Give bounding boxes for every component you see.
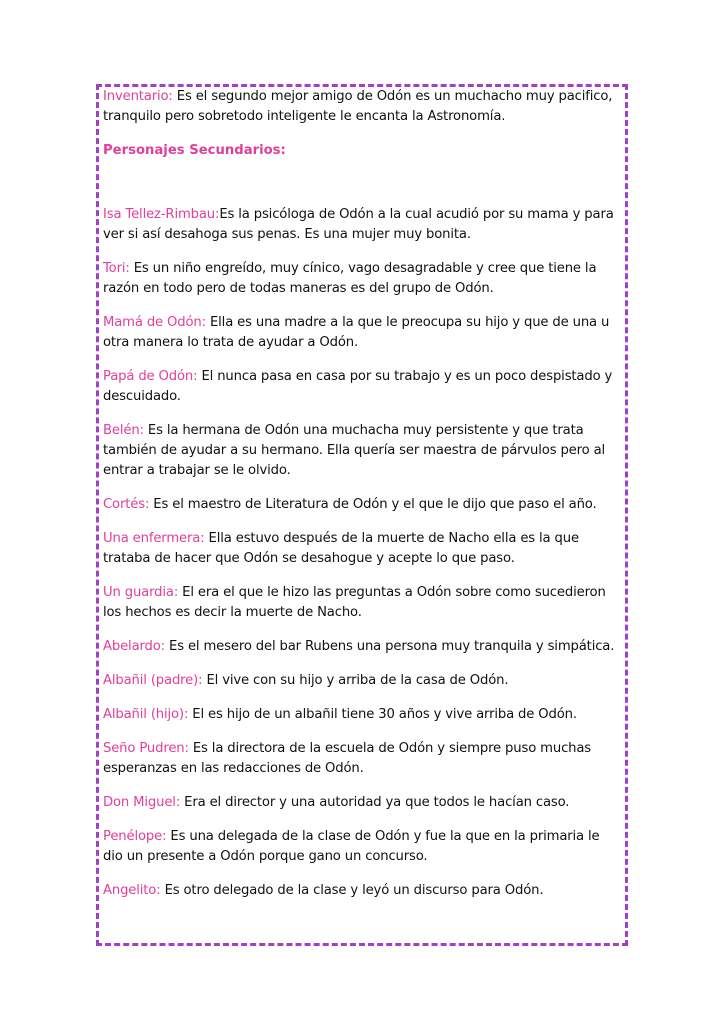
character-label: Seño Pudren: [103,741,189,756]
character-paragraph [103,881,623,901]
character-paragraph [103,313,623,353]
character-description: Ella es una madre a la que le preocupa su hijo y que de una u otra manera lo trata de ayudar a Odón. [103,315,610,350]
character-description: El es hijo de un albañil tiene 30 años y vive arriba de Odón. [188,707,577,722]
character-description: Es la psicóloga de Odón a la cual acudió por su mama y para ver si así desahoga sus penas. Es una mujer muy bonita. [103,207,614,242]
character-label: Inventario: [103,89,173,104]
character-label: Angelito: [103,883,161,898]
character-label: Abelardo: [103,639,165,654]
character-description: Es un niño engreído, muy cínico, vago desagradable y cree que tiene la razón en todo pero de todas maneras es del grupo de Odón. [103,261,597,296]
character-description: Es una delegada de la clase de Odón y fue la que en la primaria le dio un presente a Odón porque gano un concurso. [103,829,600,864]
character-paragraph [103,671,623,691]
character-description: Era el director y una autoridad ya que todos le hacían caso. [180,795,570,810]
character-paragraph [103,495,623,515]
character-description: Es el maestro de Literatura de Odón y el que le dijo que paso el año. [149,497,597,512]
character-label: Albañil (hijo): [103,707,189,722]
section-heading: Personajes Secundarios: [103,143,286,158]
character-paragraph [103,529,623,569]
character-description: Es otro delegado de la clase y leyó un discurso para Odón. [160,883,544,898]
character-label: Albañil (padre): [103,673,203,688]
character-label: Mamá de Odón: [103,315,206,330]
character-label: Papá de Odón: [103,369,198,384]
character-paragraph [103,259,623,299]
document-content [103,87,623,915]
character-description: El era el que le hizo las preguntas a Odón sobre como sucedieron los hechos es decir la muerte de Nacho. [103,585,606,620]
intro-paragraph [103,87,623,127]
character-label: Un guardia: [103,585,179,600]
character-label: Una enfermera: [103,531,205,546]
character-description: Es el mesero del bar Rubens una persona muy tranquila y simpática. [164,639,615,654]
character-paragraph [103,367,623,407]
character-description: El vive con su hijo y arriba de la casa de Odón. [202,673,509,688]
character-label: Don Miguel: [103,795,181,810]
character-paragraph [103,583,623,623]
character-paragraph [103,637,623,657]
character-description: El nunca pasa en casa por su trabajo y es un poco despistado y descuidado. [103,369,613,404]
character-paragraph [103,205,623,245]
character-label: Belén: [103,423,144,438]
character-description: Es el segundo mejor amigo de Odón es un muchacho muy pacifico, tranquilo pero sobretodo inteligente le encanta la Astronomía. [103,89,613,124]
character-paragraph [103,739,623,779]
character-paragraph [103,827,623,867]
character-label: Tori: [103,261,130,276]
character-paragraph [103,705,623,725]
character-paragraph [103,793,623,813]
character-label: Cortés: [103,497,150,512]
character-description: Ella estuvo después de la muerte de Nacho ella es la que trataba de hacer que Odón se desahogue y acepte lo que paso. [103,531,579,566]
character-paragraph [103,421,623,481]
character-label: Isa Tellez-Rimbau: [103,207,220,222]
character-label: Penélope: [103,829,167,844]
character-description: Es la directora de la escuela de Odón y siempre puso muchas esperanzas en las redacciones de Odón. [103,741,592,776]
character-description: Es la hermana de Odón una muchacha muy persistente y que trata también de ayudar a su hermano. Ella quería ser maestra de párvulos pero al entrar a trabajar se le olvido. [103,423,606,478]
